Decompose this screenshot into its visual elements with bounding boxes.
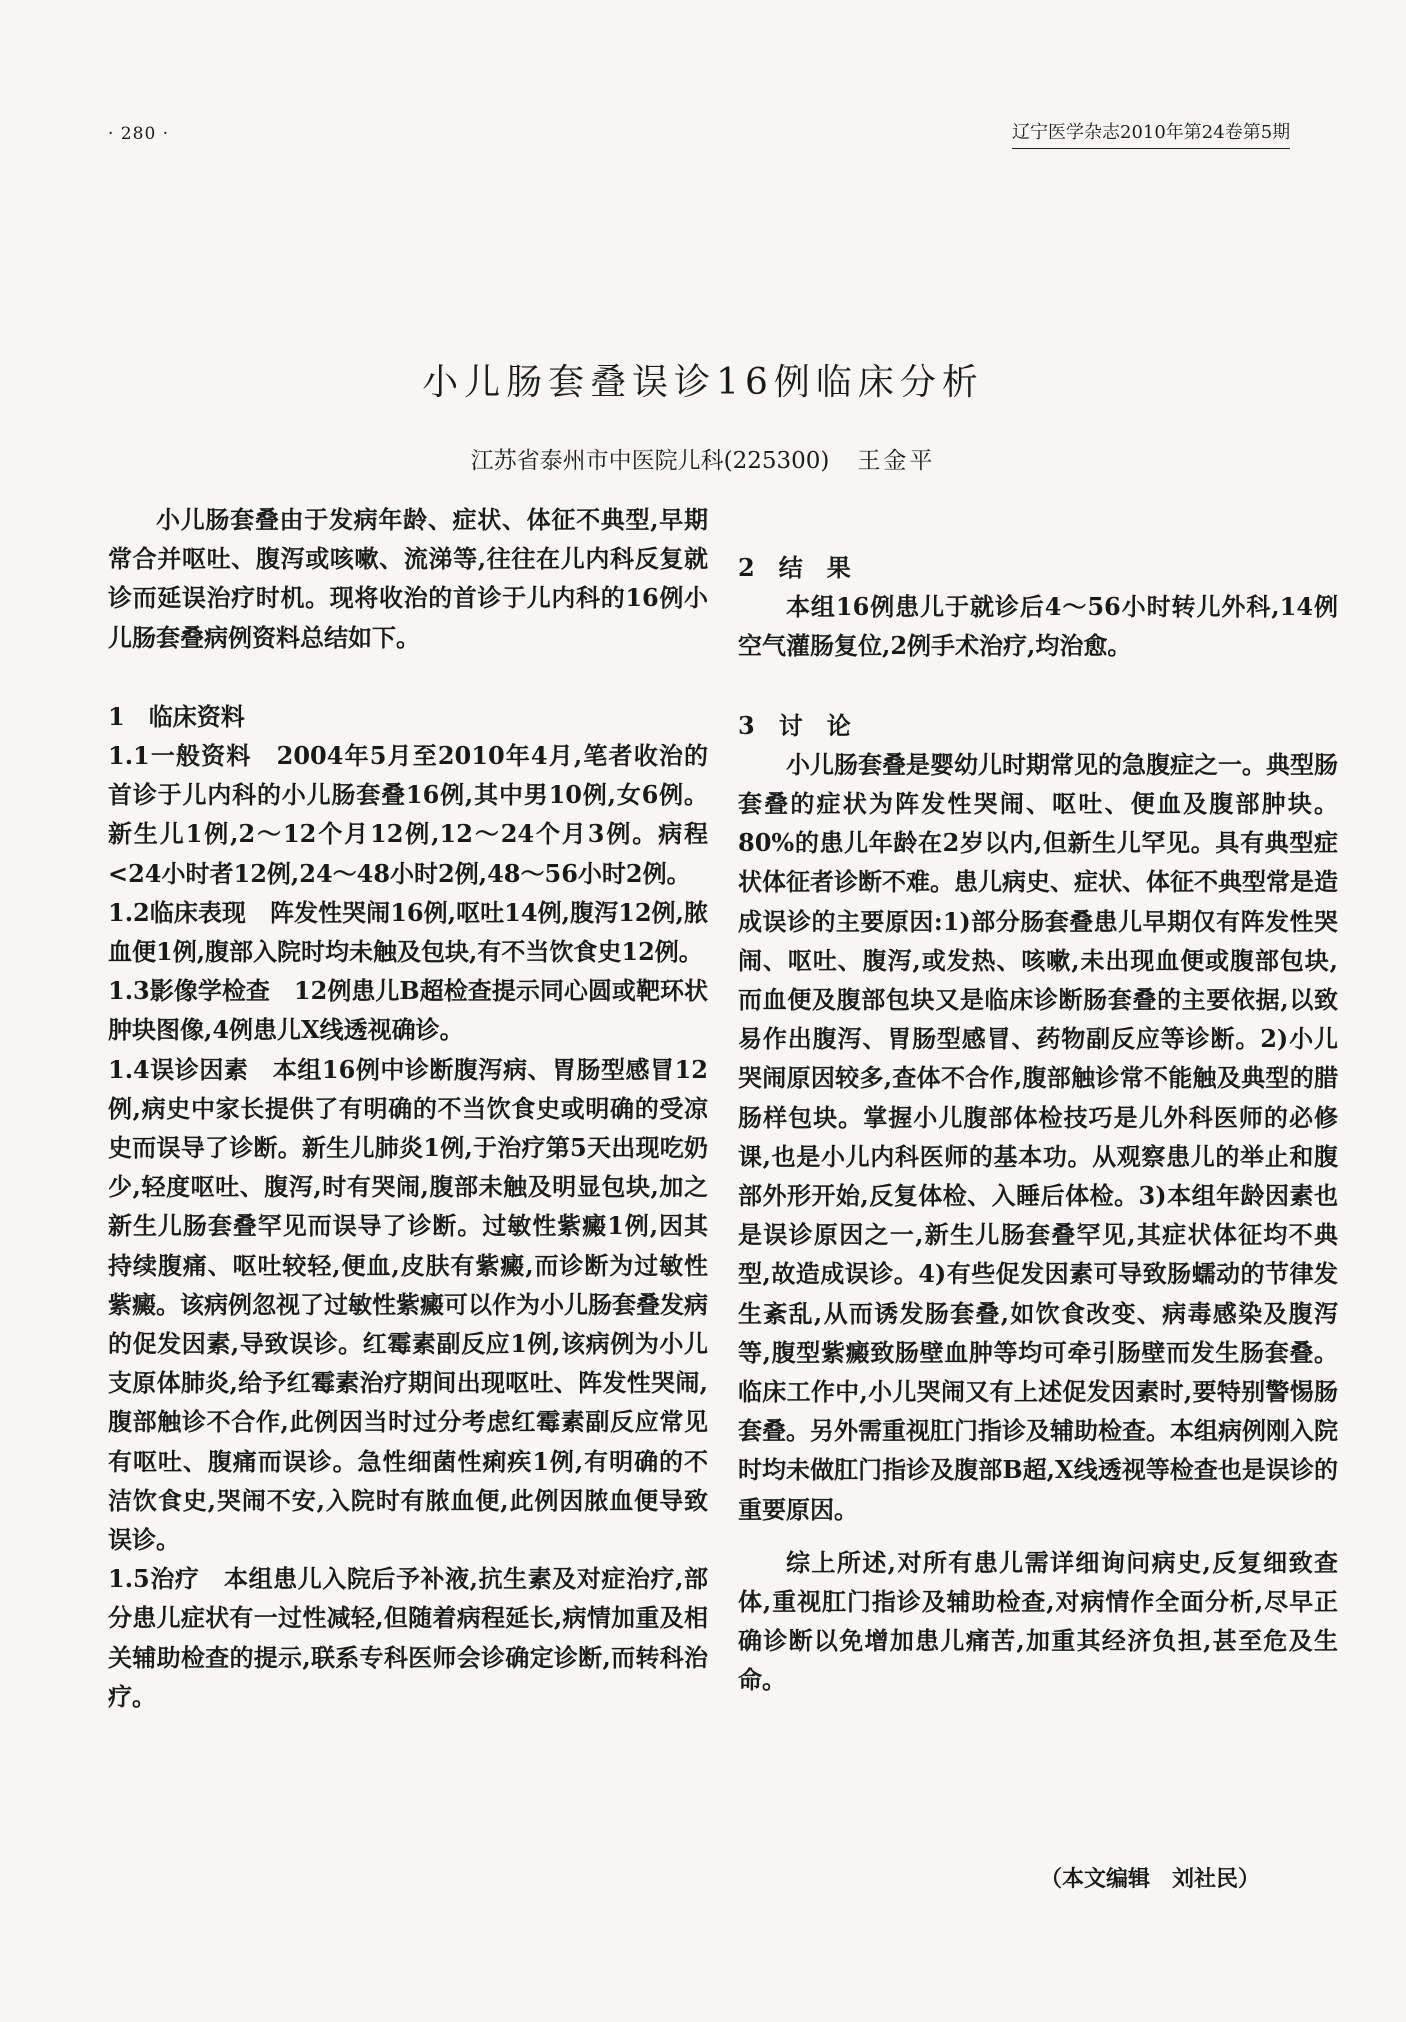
subsection-text: 阵发性哭闹16例,呕吐14例,腹泻12例,脓血便1例,腹部入院时均未触及包块,有不当饮食史12例。 bbox=[108, 897, 708, 967]
section-1-heading: 1 临床资料 bbox=[108, 701, 245, 731]
section-1-2 bbox=[108, 893, 708, 971]
subsection-heading: 1.5治疗 bbox=[108, 1564, 200, 1594]
right-column bbox=[738, 500, 1338, 1700]
byline bbox=[0, 442, 1406, 475]
subsection-text: 2004年5月至2010年4月,笔者收治的首诊于儿内科的小儿肠套叠16例,其中男10例,女6例。新生儿1例,2～12个月12例,12～24个月3例。病程<24小时者12例,24～48小时2例,48～56小时2例。 bbox=[108, 741, 708, 888]
subsection-text: 本组16例中诊断腹泻病、胃肠型感冒12例,病史中家长提供了有明确的不当饮食史或明确的受凉史而误导了诊断。新生儿肺炎1例,于治疗第5天出现吃奶少,轻度呕吐、腹泻,时有哭闹,腹部未触及明显包块,加之新生儿肠套叠罕见而误导了诊断。过敏性紫癜1例,因其持续腹痛、呕吐较轻,便血,皮肤有紫癜,而诊断为过敏性紫癜。该病例忽视了过敏性紫癜可以作为小儿肠套叠发病的促发因素,导致误诊。红霉素副反应1例,该病例为小儿支原体肺炎,给予红霉素治疗期间出现呕吐、阵发性哭闹,腹部触诊不合作,此例因当时过分考虑红霉素副反应常见有呕吐、腹痛而误诊。急性细菌性痢疾1例,有明确的不洁饮食史,哭闹不安,入院时有脓血便,此例因脓血便导致误诊。 bbox=[108, 1054, 708, 1555]
page-number: · 280 · bbox=[108, 124, 170, 144]
left-column bbox=[108, 500, 708, 1716]
section-2-heading: 2 结 果 bbox=[738, 553, 851, 582]
section-3-paragraph-1: 小儿肠套叠是婴幼儿时期常见的急腹症之一。典型肠套叠的症状为阵发性哭闹、呕吐、便血及腹部肿块。80%的患儿年龄在2岁以内,但新生儿罕见。具有典型症状体征者诊断不难。患儿病史、症状、体征不典型常是造成误诊的主要原因:1)部分肠套叠患儿早期仅有阵发性哭闹、呕吐、腹泻,或发热、咳嗽,未出现血便或腹部包块,而血便及腹部包块又是临床诊断肠套叠的主要依据,以致易作出腹泻、胃肠型感冒、药物副反应等诊断。2)小儿哭闹原因较多,查体不合作,腹部触诊常不能触及典型的腊肠样包块。掌握小儿腹部体检技巧是儿外科医师的必修课,也是小儿内科医师的基本功。从观察患儿的举止和腹部外形开始,反复体检、入睡后体检。3)本组年龄因素也是误诊原因之一,新生儿肠套叠罕见,其症状体征均不典型,故造成误诊。4)有些促发因素可导致肠蠕动的节律发生紊乱,从而诱发肠套叠,如饮食改变、病毒感染及腹泻等,腹型紫癜致肠壁血肿等均可牵引肠壁而发生肠套叠。临床工作中,小儿哭闹又有上述促发因素时,要特别警惕肠套叠。另外需重视肛门指诊及辅助检查。本组病例刚入院时均未做肛门指诊及腹部B超,X线透视等检查也是误诊的重要原因。 bbox=[738, 749, 1338, 1524]
subsection-heading: 1.2临床表现 bbox=[108, 897, 246, 927]
section-1-1 bbox=[108, 736, 708, 893]
subsection-heading: 1.3影像学检查 bbox=[108, 976, 270, 1006]
section-3-paragraph-2: 综上所述,对所有患儿需详细询问病史,反复细致查体,重视肛门指诊及辅助检查,对病情作全面分析,尽早正确诊断以免增加患儿痛苦,加重其经济负担,甚至危及生命。 bbox=[738, 1547, 1338, 1695]
editor-note: （本文编辑 刘社民） bbox=[1040, 1866, 1261, 1892]
subsection-text: 12例患儿B超检查提示同心圆或靶环状肿块图像,4例患儿X线透视确诊。 bbox=[108, 976, 708, 1045]
section-1-3 bbox=[108, 971, 708, 1049]
subsection-heading: 1.4误诊因素 bbox=[108, 1054, 249, 1084]
section-2-text: 本组16例患儿于就诊后4～56小时转儿外科,14例空气灌肠复位,2例手术治疗,均治愈。 bbox=[738, 592, 1338, 661]
section-3-heading: 3 讨 论 bbox=[738, 710, 851, 740]
journal-header: 辽宁医学杂志2010年第24卷第5期 bbox=[1012, 118, 1290, 149]
intro-paragraph: 小儿肠套叠由于发病年龄、症状、体征不典型,早期常合并呕吐、腹泻或咳嗽、流涕等,往往在儿内科反复就诊而延误治疗时机。现将收治的首诊于儿内科的16例小儿肠套叠病例资料总结如下。 bbox=[108, 505, 708, 652]
author-name: 王金平 bbox=[857, 448, 936, 474]
section-1-4 bbox=[108, 1050, 708, 1560]
subsection-heading: 1.1一般资料 bbox=[108, 741, 252, 771]
subsection-text: 本组患儿入院后予补液,抗生素及对症治疗,部分患儿症状有一过性减轻,但随着病程延长,病情加重及相关辅助检查的提示,联系专科医师会诊确定诊断,而转科治疗。 bbox=[108, 1564, 708, 1711]
affiliation: 江苏省泰州市中医院儿科(225300) bbox=[470, 448, 830, 474]
section-1-5 bbox=[108, 1559, 708, 1716]
article-title: 小儿肠套叠误诊16例临床分析 bbox=[422, 362, 984, 404]
